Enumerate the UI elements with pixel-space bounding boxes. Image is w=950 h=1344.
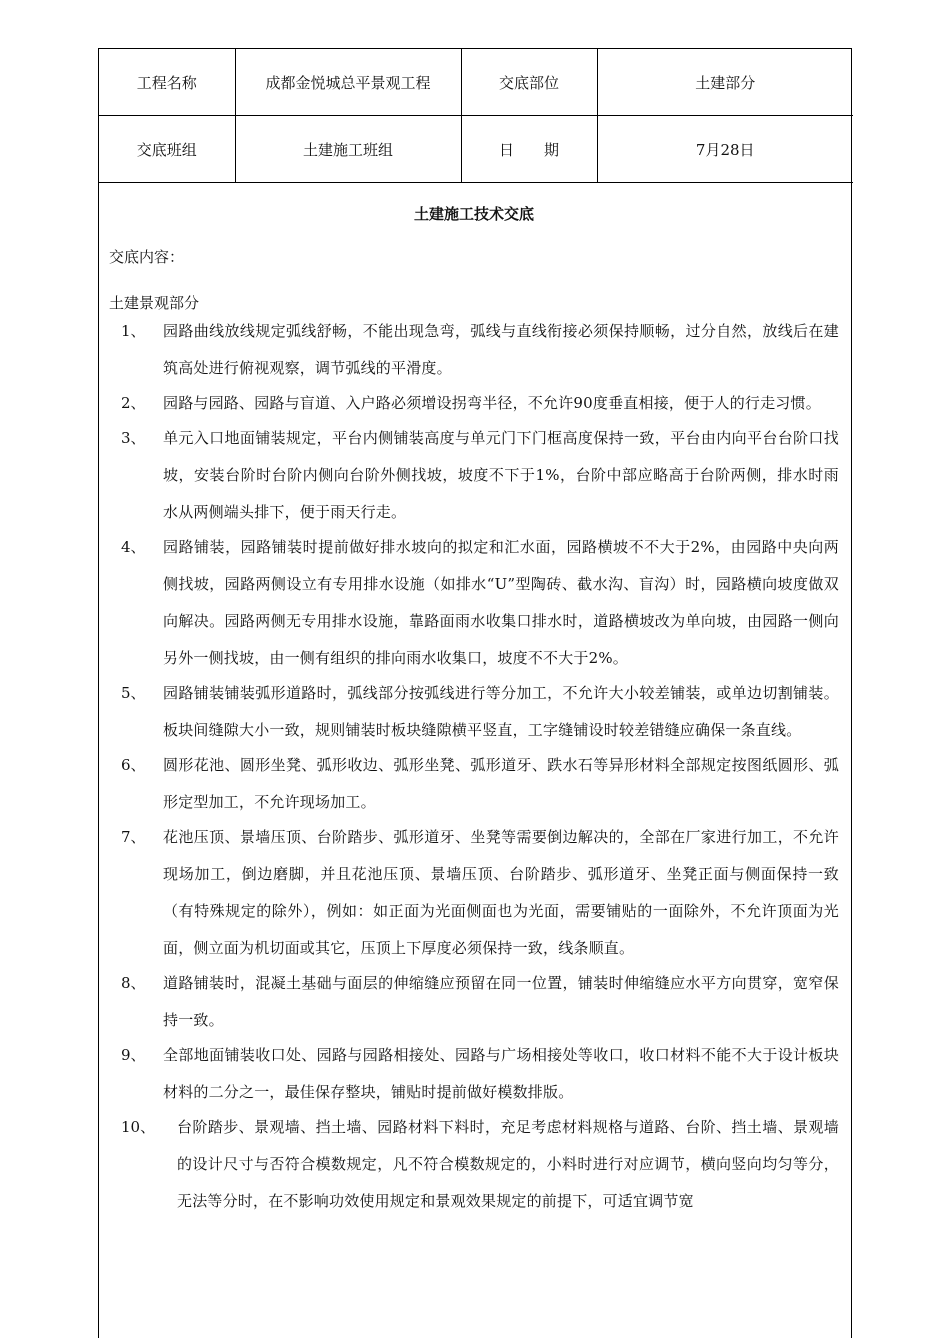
list-item (109, 529, 839, 677)
item-text: 园路曲线放线规定弧线舒畅，不能出现急弯，弧线与直线衔接必须保持顺畅，过分自然，放线后在建筑高处进行俯视观察，调节弧线的平滑度。 (163, 322, 839, 377)
item-number: 1、 (121, 322, 146, 340)
list-item (109, 819, 839, 967)
item-text: 圆形花池、圆形坐凳、弧形收边、弧形坐凳、弧形道牙、跌水石等异形材料全部规定按图纸圆形、弧形定型加工，不允许现场加工。 (163, 756, 839, 811)
item-number: 5、 (121, 684, 146, 702)
item-number: 2、 (121, 394, 146, 412)
header-table (99, 49, 853, 183)
item-text: 花池压顶、景墙压顶、台阶踏步、弧形道牙、坐凳等需要倒边解决的，全部在厂家进行加工，不允许现场加工，倒边磨脚，并且花池压顶、景墙压顶、台阶踏步、弧形道牙、坐凳正面与侧面保持一致（有特殊规定的除外），例如：如正面为光面侧面也为光面，需要铺贴的一面除外，不允许顶面为光面，侧立面为机切面或其它，压顶上下厚度必须保持一致，线条顺直。 (163, 828, 839, 957)
project-name-label: 工程名称 (99, 49, 235, 116)
list-item (109, 420, 839, 531)
content-label: 交底内容： (109, 248, 185, 266)
team-value: 土建施工班组 (235, 116, 461, 183)
list-item (109, 965, 839, 1039)
handover-sheet (98, 48, 852, 1338)
item-number: 7、 (121, 828, 146, 846)
list-item (109, 1037, 839, 1111)
date-label: 日 期 (461, 116, 597, 183)
list-item (109, 675, 839, 749)
list-item (109, 313, 839, 387)
list-item (109, 385, 839, 422)
project-name-value: 成都金悦城总平景观工程 (235, 49, 461, 116)
list-item (109, 1109, 839, 1220)
item-number: 10、 (121, 1118, 156, 1136)
position-label: 交底部位 (461, 49, 597, 116)
document-title: 土建施工技术交底 (413, 205, 534, 223)
item-number: 6、 (121, 756, 146, 774)
item-text: 园路铺装，园路铺装时提前做好排水坡向的拟定和汇水面，园路横坡不不大于2%，由园路中央向两侧找坡，园路两侧设立有专用排水设施（如排水“U”型陶砖、截水沟、盲沟）时，园路横向坡度做双向解决。园路两侧无专用排水设施，靠路面雨水收集口排水时，道路横坡改为单向坡，由园路一侧向另外一侧找坡，由一侧有组织的排向雨水收集口，坡度不不大于2%。 (163, 538, 839, 667)
item-number: 4、 (121, 538, 146, 556)
content-body (99, 203, 851, 1220)
item-number: 9、 (121, 1046, 146, 1064)
item-text: 园路与园路、园路与盲道、入户路必须增设拐弯半径，不允许90度垂直相接，便于人的行走习惯。 (163, 394, 821, 412)
position-value: 土建部分 (597, 49, 853, 116)
list-item (109, 747, 839, 821)
section-heading: 土建景观部分 (109, 294, 200, 312)
item-text: 园路铺装铺装弧形道路时，弧线部分按弧线进行等分加工，不允许大小较差铺装，或单边切割铺装。板块间缝隙大小一致，规则铺装时板块缝隙横平竖直，工字缝铺设时较差错缝应确保一条直线。 (163, 684, 839, 739)
item-text: 道路铺装时，混凝土基础与面层的伸缩缝应预留在同一位置，铺装时伸缩缝应水平方向贯穿，宽窄保持一致。 (163, 974, 839, 1029)
team-label: 交底班组 (99, 116, 235, 183)
item-text: 单元入口地面铺装规定，平台内侧铺装高度与单元门下门框高度保持一致，平台由内向平台台阶口找坡，安装台阶时台阶内侧向台阶外侧找坡，坡度不下于1%，台阶中部应略高于台阶两侧，排水时雨水从两侧端头排下，便于雨天行走。 (163, 429, 839, 521)
date-value: 7月28日 (597, 116, 853, 183)
item-number: 3、 (121, 429, 146, 447)
item-text: 全部地面铺装收口处、园路与园路相接处、园路与广场相接处等收口，收口材料不能不大于设计板块材料的二分之一，最佳保存整块，铺贴时提前做好模数排版。 (163, 1046, 839, 1101)
item-text: 台阶踏步、景观墙、挡土墙、园路材料下料时，充足考虑材料规格与道路、台阶、挡土墙、景观墙的设计尺寸与否符合模数规定，凡不符合模数规定的，小料时进行对应调节，横向竖向均匀等分，无法等分时，在不影响功效使用规定和景观效果规定的前提下，可适宜调节宽 (177, 1118, 839, 1210)
item-number: 8、 (121, 974, 146, 992)
